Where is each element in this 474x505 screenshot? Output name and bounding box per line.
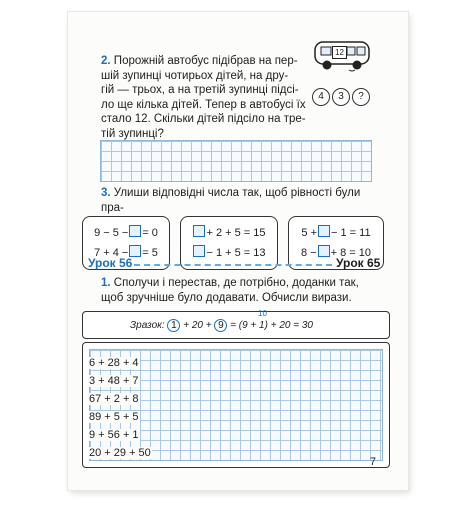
sample-text: + 20 + [183,320,212,331]
page-number: 7 [369,456,376,468]
answer-blank[interactable] [129,225,141,237]
answer-circle: 3 [332,88,350,106]
task-1-line: Сполучи і перестав, де потрібно, доданки так, [113,277,359,289]
task-2-line: тій зупинці? [101,127,164,140]
equation-text: − 1 + 5 = 13 [206,247,266,259]
task-3-number: 3. [101,187,111,199]
sample-label: Зразок: [130,320,165,331]
task-2-line: Порожній автобус підібрав на пер- [113,55,298,67]
bus-number: 12 [332,46,347,59]
answer-circle: ? [352,88,370,106]
task-1-line: щоб зручніше було додавати. Обчисли вирази. [101,291,352,304]
answer-blank[interactable] [318,225,330,237]
sample-text: = (9 + 1) + 20 = 30 [230,320,313,331]
equation-text: 5 + [301,227,318,239]
expression: 89 + 5 + 5 [89,411,139,423]
expression: 3 + 48 + 7 [89,375,139,387]
answer-circle: 4 [312,88,330,106]
circled-number: 1 [167,319,180,332]
sample-expression [130,319,313,332]
expression: 9 + 56 + 1 [89,429,139,441]
task-2 [101,54,311,141]
task-3-line: Улиши відповідні числа так, щоб рівності були пра- [101,187,361,214]
bus-illustration [313,38,373,72]
expression: 6 + 28 + 4 [89,357,139,369]
equation-text: 9 − 5 − [94,227,129,239]
task-2-line: шій зупинці чотирьох дітей, на дру- [101,69,289,82]
lesson-heading: Урок 65 [336,256,381,270]
lesson-divider [134,264,332,266]
workbook-page [68,12,408,490]
equation-text: = 5 [142,247,158,259]
task-2-line: стало 12. Скільки дітей підсіло на тре- [101,113,306,125]
equation-text: − 1 = 11 [331,227,371,239]
lesson-heading: Урок 56 [88,256,133,270]
answer-blank[interactable] [318,245,330,257]
equation-text: 7 + 4 − [94,247,129,259]
equation-text: 8 − [301,247,317,259]
sample-sum-note: 10 [258,309,267,318]
task-2-line: ло ще кілька дітей. Тепер в автобусі їх [101,98,306,111]
equation-text: + 2 + 5 = 15 [206,227,266,239]
circled-number: 9 [214,319,227,332]
task-1 [101,276,386,305]
answer-grid-task-2 [100,140,372,182]
equation-box [180,216,278,270]
answer-blank[interactable] [193,245,205,257]
task-2-line: гій — трьох, а на третій зупинці підсі- [101,84,299,96]
equation-text: + 8 = 10 [330,247,371,259]
task-2-number: 2. [101,55,111,67]
expression: 67 + 2 + 8 [89,393,139,405]
answer-blank[interactable] [193,225,205,237]
expression: 20 + 29 + 50 [89,447,151,459]
equation-text: = 0 [142,227,158,239]
task-1-number: 1. [101,277,111,289]
